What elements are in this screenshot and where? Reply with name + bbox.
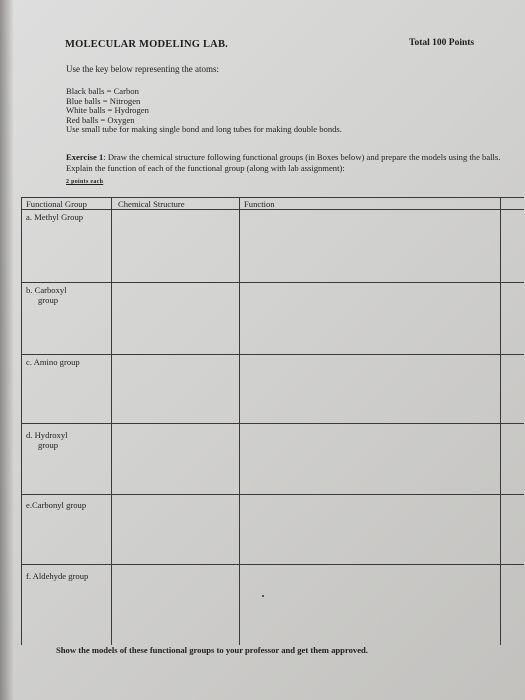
row-carbonyl bbox=[26, 500, 86, 510]
key-hydrogen: White balls = Hydrogen bbox=[66, 105, 149, 116]
key-carbon: Black balls = Carbon bbox=[66, 86, 139, 96]
row-label-line1: f. Aldehyde group bbox=[26, 571, 89, 581]
header-functional-group: Functional Group bbox=[26, 199, 87, 209]
row-label-line1: e.Carbonyl group bbox=[26, 500, 87, 510]
column-divider bbox=[239, 198, 240, 645]
row-divider bbox=[22, 354, 524, 355]
row-hydroxyl bbox=[26, 430, 68, 450]
footer-instruction: Show the models of these functional groups to your professor and get them approved. bbox=[56, 645, 368, 655]
row-divider bbox=[22, 494, 524, 495]
column-divider bbox=[111, 198, 112, 645]
row-label-line1: b. Carboxyl bbox=[26, 285, 67, 295]
row-divider bbox=[22, 282, 524, 283]
row-label-line1: c. Amino group bbox=[26, 357, 80, 367]
header-function: Function bbox=[244, 199, 275, 209]
row-divider bbox=[22, 564, 524, 565]
header-chemical-structure: Chemical Structure bbox=[118, 199, 185, 209]
row-methyl bbox=[26, 212, 83, 222]
atom-key bbox=[66, 87, 342, 135]
pencil-mark bbox=[262, 595, 264, 597]
row-carboxyl bbox=[26, 285, 67, 305]
row-label-line1: d. Hydroxyl bbox=[26, 430, 68, 440]
key-intro: Use the key below representing the atoms: bbox=[66, 64, 219, 74]
exercise-instructions bbox=[66, 152, 506, 173]
page-shadow bbox=[0, 0, 14, 700]
key-tubes: Use small tube for making single bond and long tubes for making double bonds. bbox=[66, 124, 342, 135]
row-label-line2: group bbox=[38, 440, 59, 450]
page-title: MOLECULAR MODELING LAB. bbox=[65, 39, 228, 50]
row-label-line1: a. Methyl Group bbox=[26, 212, 84, 222]
points-note: 2 points each bbox=[66, 179, 104, 185]
functional-group-table bbox=[21, 197, 524, 645]
exercise-text: : Draw the chemical structure following functional groups (in Boxes below) and prepare the models using the balls. Explain the function of each of the functional group (along with lab assignment): bbox=[66, 152, 501, 173]
column-divider bbox=[500, 198, 501, 645]
exercise-label: Exercise 1 bbox=[66, 152, 104, 162]
row-divider bbox=[22, 423, 524, 424]
key-oxygen: Red balls = Oxygen bbox=[66, 114, 135, 125]
row-aldehyde bbox=[26, 571, 88, 581]
row-label-line2: group bbox=[38, 295, 59, 305]
total-points: Total 100 Points bbox=[409, 38, 475, 48]
key-nitrogen: Blue balls = Nitrogen bbox=[66, 95, 141, 106]
row-amino bbox=[26, 357, 80, 367]
row-divider bbox=[22, 209, 524, 210]
